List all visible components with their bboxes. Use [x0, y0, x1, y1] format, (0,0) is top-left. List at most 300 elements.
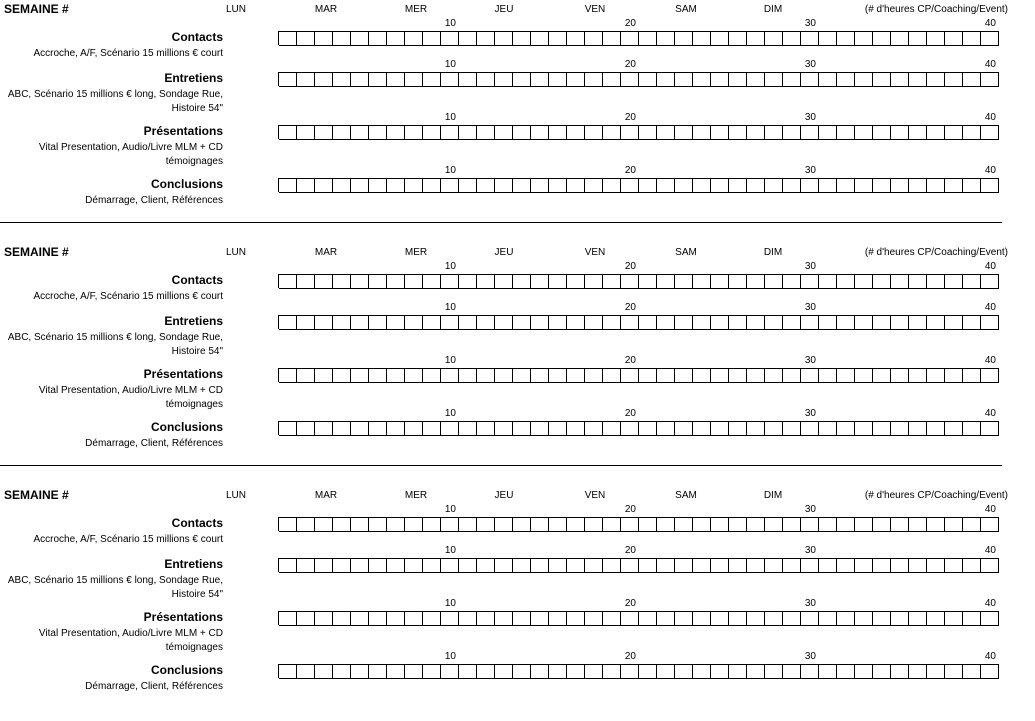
hour-cell[interactable]: [621, 125, 639, 140]
hour-cell[interactable]: [513, 611, 531, 626]
hour-cell[interactable]: [981, 558, 999, 573]
hour-cell[interactable]: [513, 178, 531, 193]
hour-cell[interactable]: [423, 664, 441, 679]
hour-cell[interactable]: [459, 274, 477, 289]
hour-cell[interactable]: [801, 72, 819, 87]
hour-cell[interactable]: [837, 178, 855, 193]
hour-cell[interactable]: [963, 72, 981, 87]
hour-cell[interactable]: [477, 178, 495, 193]
hour-cell[interactable]: [927, 178, 945, 193]
hour-cell[interactable]: [459, 72, 477, 87]
hour-cell[interactable]: [549, 558, 567, 573]
hour-cell[interactable]: [351, 611, 369, 626]
hour-cell[interactable]: [639, 274, 657, 289]
hour-cell[interactable]: [369, 664, 387, 679]
hour-cell[interactable]: [747, 664, 765, 679]
hour-cell[interactable]: [711, 517, 729, 532]
hour-cell[interactable]: [819, 125, 837, 140]
hour-cell[interactable]: [405, 611, 423, 626]
hour-cell[interactable]: [531, 558, 549, 573]
hour-cell[interactable]: [603, 315, 621, 330]
hour-cell[interactable]: [693, 125, 711, 140]
hour-cell[interactable]: [297, 664, 315, 679]
hour-cell[interactable]: [909, 517, 927, 532]
hour-cell[interactable]: [531, 274, 549, 289]
hour-cell[interactable]: [729, 368, 747, 383]
hour-cell[interactable]: [405, 421, 423, 436]
hour-cell[interactable]: [945, 72, 963, 87]
hour-cell[interactable]: [693, 31, 711, 46]
hour-cell[interactable]: [945, 517, 963, 532]
hour-cell[interactable]: [423, 421, 441, 436]
hour-cell[interactable]: [783, 421, 801, 436]
hour-cell[interactable]: [621, 315, 639, 330]
hour-cell[interactable]: [909, 72, 927, 87]
hour-cell[interactable]: [927, 368, 945, 383]
hour-cell[interactable]: [441, 558, 459, 573]
hour-cell[interactable]: [909, 421, 927, 436]
hour-cell[interactable]: [819, 178, 837, 193]
hour-cell[interactable]: [405, 31, 423, 46]
hour-cell[interactable]: [567, 125, 585, 140]
hour-cell[interactable]: [675, 315, 693, 330]
hour-cell[interactable]: [495, 368, 513, 383]
hour-cell[interactable]: [333, 558, 351, 573]
hour-cell[interactable]: [315, 421, 333, 436]
hour-cell[interactable]: [981, 421, 999, 436]
hour-cell[interactable]: [441, 421, 459, 436]
hour-cell[interactable]: [873, 558, 891, 573]
hour-cell[interactable]: [783, 274, 801, 289]
hour-cell[interactable]: [369, 421, 387, 436]
hour-cell[interactable]: [495, 178, 513, 193]
hour-cell[interactable]: [423, 558, 441, 573]
hour-cell[interactable]: [477, 558, 495, 573]
hour-cell[interactable]: [603, 368, 621, 383]
hour-cell[interactable]: [819, 664, 837, 679]
hour-cell[interactable]: [351, 558, 369, 573]
hour-cell[interactable]: [909, 178, 927, 193]
hour-cell[interactable]: [765, 274, 783, 289]
hour-cell[interactable]: [477, 274, 495, 289]
hour-cell[interactable]: [495, 664, 513, 679]
hour-cell[interactable]: [927, 315, 945, 330]
hour-cell[interactable]: [855, 517, 873, 532]
hour-cell[interactable]: [693, 368, 711, 383]
hour-cell[interactable]: [351, 368, 369, 383]
hour-cell[interactable]: [639, 72, 657, 87]
hour-cell[interactable]: [351, 315, 369, 330]
hour-cell[interactable]: [819, 611, 837, 626]
hour-cell[interactable]: [459, 31, 477, 46]
hour-cell[interactable]: [963, 368, 981, 383]
hour-cell[interactable]: [459, 664, 477, 679]
hour-cell[interactable]: [675, 274, 693, 289]
hour-cell[interactable]: [297, 517, 315, 532]
hour-cell[interactable]: [585, 368, 603, 383]
hour-cell[interactable]: [549, 611, 567, 626]
hour-cell[interactable]: [711, 31, 729, 46]
hour-cell[interactable]: [621, 368, 639, 383]
hour-cell[interactable]: [585, 178, 603, 193]
hour-cell[interactable]: [711, 125, 729, 140]
hour-cell[interactable]: [639, 178, 657, 193]
hour-cell[interactable]: [513, 421, 531, 436]
hour-cell[interactable]: [477, 72, 495, 87]
hour-cell[interactable]: [369, 125, 387, 140]
hour-cell[interactable]: [963, 421, 981, 436]
hour-cell[interactable]: [801, 421, 819, 436]
hour-cell[interactable]: [495, 31, 513, 46]
hour-cell[interactable]: [495, 558, 513, 573]
hour-cell[interactable]: [675, 517, 693, 532]
hour-cell[interactable]: [423, 368, 441, 383]
hour-cell[interactable]: [981, 664, 999, 679]
hour-cell[interactable]: [801, 274, 819, 289]
hour-cell[interactable]: [387, 31, 405, 46]
hour-cell[interactable]: [495, 274, 513, 289]
hour-cell[interactable]: [279, 517, 297, 532]
hour-cell[interactable]: [621, 274, 639, 289]
hour-cell[interactable]: [945, 125, 963, 140]
hour-cell[interactable]: [855, 558, 873, 573]
hour-cell[interactable]: [297, 274, 315, 289]
hour-cell[interactable]: [441, 664, 459, 679]
hour-cell[interactable]: [279, 178, 297, 193]
hour-cell[interactable]: [981, 125, 999, 140]
hour-cell[interactable]: [801, 368, 819, 383]
hour-cell[interactable]: [765, 72, 783, 87]
hour-cell[interactable]: [567, 368, 585, 383]
hour-cell[interactable]: [279, 315, 297, 330]
hour-cell[interactable]: [333, 664, 351, 679]
hour-cell[interactable]: [909, 274, 927, 289]
hour-cell[interactable]: [423, 178, 441, 193]
hour-cell[interactable]: [441, 125, 459, 140]
hour-cell[interactable]: [351, 72, 369, 87]
hour-cell[interactable]: [603, 421, 621, 436]
hour-cell[interactable]: [423, 517, 441, 532]
hour-cell[interactable]: [981, 315, 999, 330]
hour-cell[interactable]: [567, 421, 585, 436]
hour-cell[interactable]: [891, 315, 909, 330]
hour-cell[interactable]: [495, 421, 513, 436]
hour-cell[interactable]: [945, 664, 963, 679]
hour-cell[interactable]: [387, 315, 405, 330]
hour-cell[interactable]: [531, 517, 549, 532]
hour-cell[interactable]: [909, 125, 927, 140]
hour-cell[interactable]: [567, 517, 585, 532]
hour-cell[interactable]: [585, 72, 603, 87]
hour-cell[interactable]: [315, 368, 333, 383]
hour-cell[interactable]: [387, 178, 405, 193]
hour-cell[interactable]: [477, 517, 495, 532]
hour-cell[interactable]: [801, 315, 819, 330]
hour-cell[interactable]: [819, 315, 837, 330]
hour-cell[interactable]: [675, 421, 693, 436]
hour-cell[interactable]: [729, 178, 747, 193]
hour-cell[interactable]: [351, 274, 369, 289]
hour-cell[interactable]: [945, 315, 963, 330]
hour-cell[interactable]: [549, 315, 567, 330]
hour-cell[interactable]: [927, 421, 945, 436]
hour-cell[interactable]: [531, 315, 549, 330]
hour-cell[interactable]: [297, 72, 315, 87]
hour-cell[interactable]: [369, 558, 387, 573]
hour-cell[interactable]: [909, 31, 927, 46]
hour-cell[interactable]: [675, 178, 693, 193]
hour-cell[interactable]: [747, 517, 765, 532]
hour-cell[interactable]: [873, 421, 891, 436]
hour-cell[interactable]: [819, 274, 837, 289]
hour-cell[interactable]: [297, 421, 315, 436]
hour-cell[interactable]: [855, 31, 873, 46]
hour-cell[interactable]: [459, 558, 477, 573]
hour-cell[interactable]: [639, 125, 657, 140]
hour-cell[interactable]: [405, 274, 423, 289]
hour-cell[interactable]: [711, 274, 729, 289]
hour-cell[interactable]: [441, 315, 459, 330]
hour-cell[interactable]: [639, 368, 657, 383]
hour-cell[interactable]: [783, 178, 801, 193]
hour-cell[interactable]: [657, 517, 675, 532]
hour-cell[interactable]: [495, 611, 513, 626]
hour-cell[interactable]: [855, 315, 873, 330]
hour-cell[interactable]: [909, 315, 927, 330]
hour-cell[interactable]: [603, 125, 621, 140]
hour-cell[interactable]: [513, 274, 531, 289]
hour-cell[interactable]: [531, 31, 549, 46]
hour-cell[interactable]: [765, 517, 783, 532]
hour-cell[interactable]: [441, 72, 459, 87]
hour-cell[interactable]: [333, 368, 351, 383]
hour-cell[interactable]: [351, 178, 369, 193]
hour-cell[interactable]: [747, 368, 765, 383]
hour-cell[interactable]: [459, 421, 477, 436]
hour-cell[interactable]: [927, 517, 945, 532]
hour-cell[interactable]: [729, 517, 747, 532]
hour-cell[interactable]: [549, 368, 567, 383]
hour-cell[interactable]: [567, 31, 585, 46]
hour-cell[interactable]: [315, 315, 333, 330]
hour-cell[interactable]: [369, 274, 387, 289]
hour-cell[interactable]: [279, 664, 297, 679]
hour-cell[interactable]: [531, 368, 549, 383]
hour-cell[interactable]: [675, 125, 693, 140]
hour-cell[interactable]: [567, 558, 585, 573]
hour-cell[interactable]: [963, 664, 981, 679]
hour-cell[interactable]: [783, 72, 801, 87]
hour-cell[interactable]: [801, 664, 819, 679]
hour-cell[interactable]: [369, 611, 387, 626]
hour-cell[interactable]: [441, 517, 459, 532]
hour-cell[interactable]: [387, 421, 405, 436]
hour-cell[interactable]: [981, 517, 999, 532]
hour-cell[interactable]: [531, 664, 549, 679]
hour-cell[interactable]: [837, 72, 855, 87]
hour-cell[interactable]: [927, 611, 945, 626]
hour-cell[interactable]: [495, 125, 513, 140]
hour-cell[interactable]: [963, 558, 981, 573]
hour-cell[interactable]: [711, 611, 729, 626]
hour-cell[interactable]: [297, 558, 315, 573]
hour-cell[interactable]: [549, 72, 567, 87]
hour-cell[interactable]: [477, 421, 495, 436]
hour-cell[interactable]: [657, 72, 675, 87]
hour-cell[interactable]: [783, 368, 801, 383]
hour-cell[interactable]: [423, 125, 441, 140]
hour-cell[interactable]: [567, 274, 585, 289]
hour-cell[interactable]: [657, 31, 675, 46]
hour-cell[interactable]: [531, 125, 549, 140]
hour-cell[interactable]: [423, 72, 441, 87]
hour-cell[interactable]: [333, 125, 351, 140]
hour-cell[interactable]: [297, 315, 315, 330]
hour-cell[interactable]: [729, 31, 747, 46]
hour-cell[interactable]: [369, 517, 387, 532]
hour-cell[interactable]: [981, 611, 999, 626]
hour-cell[interactable]: [315, 611, 333, 626]
hour-cell[interactable]: [819, 31, 837, 46]
hour-cell[interactable]: [963, 125, 981, 140]
hour-cell[interactable]: [351, 125, 369, 140]
hour-cell[interactable]: [477, 611, 495, 626]
hour-cell[interactable]: [279, 421, 297, 436]
hour-cell[interactable]: [477, 31, 495, 46]
hour-cell[interactable]: [351, 664, 369, 679]
hour-cell[interactable]: [693, 421, 711, 436]
hour-cell[interactable]: [765, 664, 783, 679]
hour-cell[interactable]: [711, 72, 729, 87]
hour-cell[interactable]: [783, 664, 801, 679]
hour-cell[interactable]: [747, 611, 765, 626]
hour-cell[interactable]: [333, 517, 351, 532]
hour-cell[interactable]: [405, 517, 423, 532]
hour-cell[interactable]: [549, 274, 567, 289]
hour-cell[interactable]: [873, 664, 891, 679]
hour-cell[interactable]: [693, 178, 711, 193]
hour-cell[interactable]: [729, 315, 747, 330]
hour-cell[interactable]: [513, 368, 531, 383]
hour-cell[interactable]: [333, 72, 351, 87]
hour-cell[interactable]: [819, 72, 837, 87]
hour-cell[interactable]: [855, 664, 873, 679]
hour-cell[interactable]: [765, 125, 783, 140]
hour-cell[interactable]: [783, 125, 801, 140]
hour-cell[interactable]: [603, 31, 621, 46]
hour-cell[interactable]: [315, 517, 333, 532]
hour-cell[interactable]: [801, 517, 819, 532]
hour-cell[interactable]: [783, 517, 801, 532]
hour-cell[interactable]: [873, 315, 891, 330]
hour-cell[interactable]: [675, 31, 693, 46]
hour-cell[interactable]: [567, 315, 585, 330]
hour-cell[interactable]: [855, 421, 873, 436]
hour-cell[interactable]: [891, 421, 909, 436]
hour-cell[interactable]: [729, 558, 747, 573]
hour-cell[interactable]: [693, 517, 711, 532]
hour-cell[interactable]: [585, 664, 603, 679]
hour-cell[interactable]: [873, 368, 891, 383]
hour-cell[interactable]: [693, 558, 711, 573]
hour-cell[interactable]: [549, 31, 567, 46]
hour-cell[interactable]: [747, 125, 765, 140]
hour-cell[interactable]: [279, 72, 297, 87]
hour-cell[interactable]: [927, 558, 945, 573]
hour-cell[interactable]: [711, 664, 729, 679]
hour-cell[interactable]: [945, 31, 963, 46]
hour-cell[interactable]: [801, 178, 819, 193]
hour-cell[interactable]: [423, 274, 441, 289]
hour-cell[interactable]: [837, 517, 855, 532]
hour-cell[interactable]: [405, 125, 423, 140]
hour-cell[interactable]: [837, 274, 855, 289]
hour-cell[interactable]: [909, 664, 927, 679]
hour-cell[interactable]: [981, 274, 999, 289]
hour-cell[interactable]: [801, 558, 819, 573]
hour-cell[interactable]: [963, 315, 981, 330]
hour-cell[interactable]: [765, 178, 783, 193]
hour-cell[interactable]: [621, 421, 639, 436]
hour-cell[interactable]: [837, 611, 855, 626]
hour-cell[interactable]: [405, 178, 423, 193]
hour-cell[interactable]: [657, 421, 675, 436]
hour-cell[interactable]: [477, 664, 495, 679]
hour-cell[interactable]: [459, 611, 477, 626]
hour-cell[interactable]: [369, 315, 387, 330]
hour-cell[interactable]: [945, 368, 963, 383]
hour-cell[interactable]: [387, 517, 405, 532]
hour-cell[interactable]: [585, 125, 603, 140]
hour-cell[interactable]: [963, 31, 981, 46]
hour-cell[interactable]: [621, 517, 639, 532]
hour-cell[interactable]: [729, 611, 747, 626]
hour-cell[interactable]: [333, 274, 351, 289]
hour-cell[interactable]: [873, 31, 891, 46]
hour-cell[interactable]: [765, 611, 783, 626]
hour-cell[interactable]: [603, 517, 621, 532]
hour-cell[interactable]: [801, 31, 819, 46]
hour-cell[interactable]: [693, 664, 711, 679]
hour-cell[interactable]: [855, 72, 873, 87]
hour-cell[interactable]: [459, 178, 477, 193]
hour-cell[interactable]: [657, 178, 675, 193]
hour-cell[interactable]: [603, 274, 621, 289]
hour-cell[interactable]: [657, 125, 675, 140]
hour-cell[interactable]: [333, 178, 351, 193]
hour-cell[interactable]: [603, 611, 621, 626]
hour-cell[interactable]: [837, 125, 855, 140]
hour-cell[interactable]: [837, 31, 855, 46]
hour-cell[interactable]: [747, 178, 765, 193]
hour-cell[interactable]: [783, 558, 801, 573]
hour-cell[interactable]: [333, 421, 351, 436]
hour-cell[interactable]: [891, 517, 909, 532]
hour-cell[interactable]: [369, 368, 387, 383]
hour-cell[interactable]: [567, 72, 585, 87]
hour-cell[interactable]: [459, 125, 477, 140]
hour-cell[interactable]: [369, 178, 387, 193]
hour-cell[interactable]: [423, 31, 441, 46]
hour-cell[interactable]: [531, 178, 549, 193]
hour-cell[interactable]: [423, 611, 441, 626]
hour-cell[interactable]: [801, 125, 819, 140]
hour-cell[interactable]: [549, 125, 567, 140]
hour-cell[interactable]: [945, 274, 963, 289]
hour-cell[interactable]: [585, 558, 603, 573]
hour-cell[interactable]: [315, 178, 333, 193]
hour-cell[interactable]: [369, 72, 387, 87]
